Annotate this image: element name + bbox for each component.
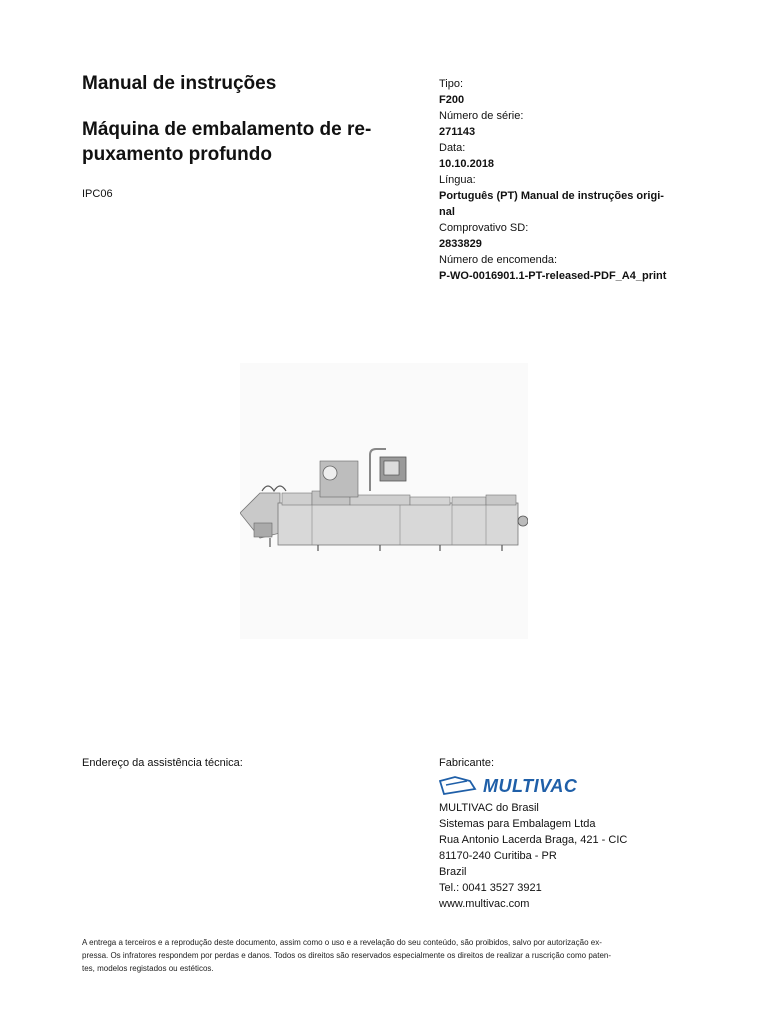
copyright-notice: [82, 936, 682, 975]
type-value: F200: [439, 94, 465, 106]
language-value-line1: Português (PT) Manual de instruções origi-: [439, 190, 664, 202]
multivac-logo: [439, 775, 589, 797]
svg-text:MULTIVAC: MULTIVAC: [483, 776, 578, 796]
date-value: 10.10.2018: [439, 158, 495, 170]
machine-title: [82, 117, 412, 167]
address-line: Brazil: [439, 866, 467, 878]
manufacturer-label: Fabricante:: [439, 757, 495, 769]
address-line: Rua Antonio Lacerda Braga, 421 - CIC: [439, 834, 628, 846]
sd-proof-value: 2833829: [439, 238, 482, 250]
metadata-block: [439, 76, 689, 284]
machine-title-line2: puxamento profundo: [82, 144, 272, 165]
language-value-line2: nal: [439, 206, 455, 218]
order-number-label: Número de encomenda:: [439, 254, 558, 266]
phone-line: Tel.: 0041 3527 3921: [439, 882, 542, 894]
service-address-label: Endereço da assistência técnica:: [82, 757, 243, 769]
variant-code: IPC06: [82, 188, 113, 200]
multivac-logo-icon: [439, 775, 589, 797]
address-line: Sistemas para Embalagem Ltda: [439, 818, 596, 830]
copyright-line3: tes, modelos registados ou estéticos.: [82, 964, 214, 973]
document-title: Manual de instruções: [82, 73, 277, 94]
website-line: www.multivac.com: [439, 898, 530, 910]
copyright-line2: pressa. Os infratores respondem por perdas e danos. Todos os direitos são reservados especialmente os direitos de realizar a ruscrição como paten-: [82, 951, 612, 960]
sd-proof-label: Comprovativo SD:: [439, 222, 529, 234]
type-label: Tipo:: [439, 78, 464, 90]
machine-image: [240, 363, 528, 639]
serial-value: 271143: [439, 126, 476, 138]
address-line: 81170-240 Curitiba - PR: [439, 850, 557, 862]
language-label: Língua:: [439, 174, 476, 186]
date-label: Data:: [439, 142, 466, 154]
order-number-value: P-WO-0016901.1-PT-released-PDF_A4_print: [439, 270, 667, 282]
copyright-line1: A entrega a terceiros e a reprodução deste documento, assim como o uso e a revelação do seu conteúdo, são proibidos, salvo por autorização ex-: [82, 938, 602, 947]
manufacturer-address: [439, 800, 627, 912]
machine-title-line1: Máquina de embalamento de re-: [82, 119, 372, 140]
address-line: MULTIVAC do Brasil: [439, 802, 539, 814]
serial-label: Número de série:: [439, 110, 524, 122]
packaging-machine-illustration: [240, 363, 528, 639]
